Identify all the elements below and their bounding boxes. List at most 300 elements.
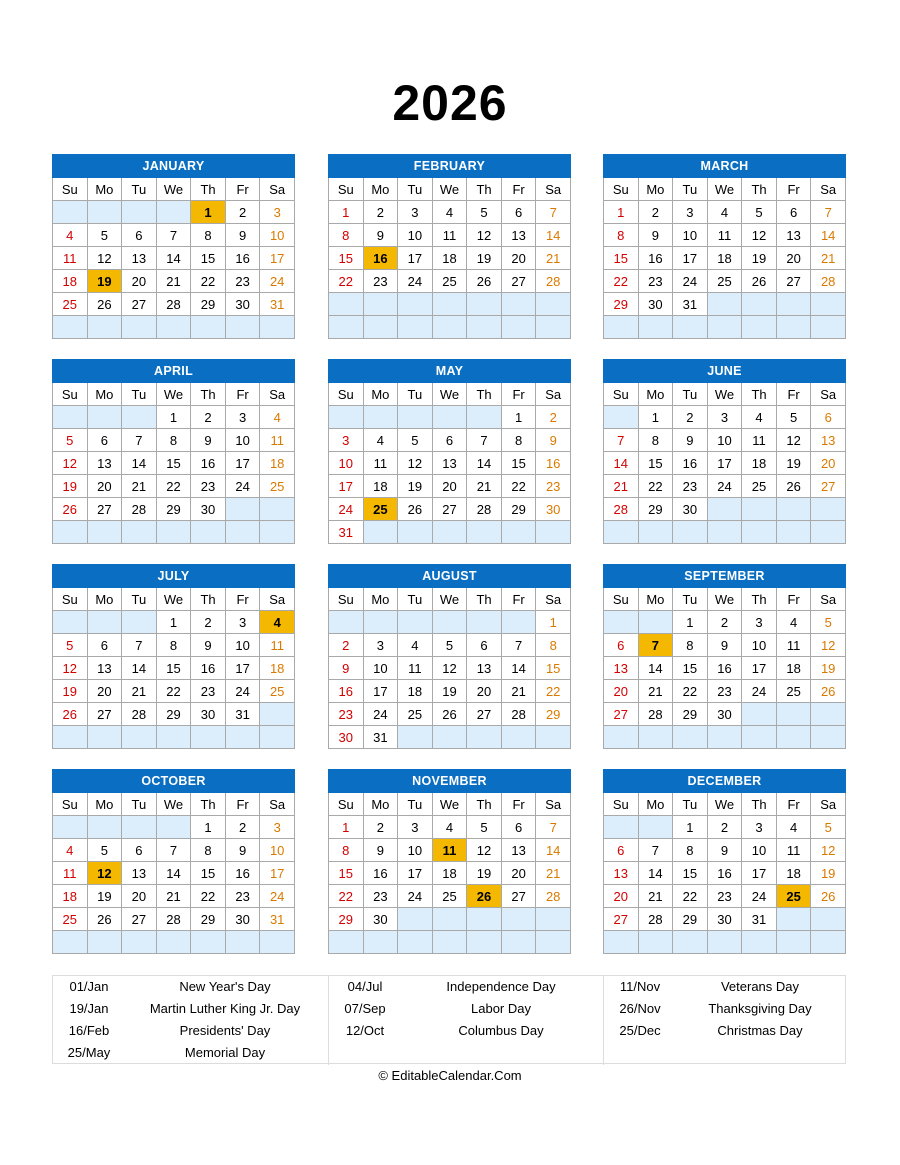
day-cell: 10	[363, 657, 398, 680]
empty-cell	[536, 316, 571, 339]
day-cell: 2	[638, 201, 673, 224]
empty-cell	[53, 316, 88, 339]
day-cell: 12	[398, 452, 433, 475]
day-cell: 15	[638, 452, 673, 475]
day-cell: 24	[742, 680, 777, 703]
day-cell: 11	[260, 634, 295, 657]
day-cell: 27	[604, 908, 639, 931]
day-cell: 15	[191, 862, 226, 885]
weekday-label: Su	[604, 793, 639, 816]
holiday-day-cell: 25	[363, 498, 398, 521]
day-cell: 11	[363, 452, 398, 475]
day-cell: 7	[811, 201, 846, 224]
empty-cell	[225, 931, 260, 954]
day-cell: 5	[53, 429, 88, 452]
weekday-label: Th	[467, 383, 502, 406]
day-cell: 14	[638, 862, 673, 885]
holiday-entry	[329, 998, 604, 1020]
day-cell: 9	[329, 657, 364, 680]
day-cell: 21	[122, 475, 157, 498]
day-cell: 8	[156, 429, 191, 452]
day-cell: 2	[363, 201, 398, 224]
empty-cell	[156, 931, 191, 954]
weekday-label: Th	[467, 588, 502, 611]
empty-cell	[811, 726, 846, 749]
day-cell: 5	[53, 634, 88, 657]
empty-cell	[329, 406, 364, 429]
empty-cell	[811, 931, 846, 954]
day-cell: 27	[87, 498, 122, 521]
day-cell: 7	[156, 839, 191, 862]
day-cell: 19	[742, 247, 777, 270]
day-cell: 10	[673, 224, 708, 247]
weekday-label: Tu	[122, 588, 157, 611]
day-cell: 8	[191, 224, 226, 247]
day-cell: 30	[225, 908, 260, 931]
day-cell: 16	[638, 247, 673, 270]
month-august	[328, 564, 571, 749]
weekday-label: Tu	[398, 383, 433, 406]
day-cell: 14	[467, 452, 502, 475]
day-cell: 24	[363, 703, 398, 726]
empty-cell	[398, 406, 433, 429]
day-cell: 7	[467, 429, 502, 452]
empty-cell	[536, 521, 571, 544]
month-june	[603, 359, 846, 544]
day-cell: 6	[432, 429, 467, 452]
empty-cell	[467, 406, 502, 429]
empty-cell	[87, 931, 122, 954]
month-name: NOVEMBER	[329, 770, 571, 793]
day-cell: 24	[398, 885, 433, 908]
day-cell: 4	[742, 406, 777, 429]
empty-cell	[432, 931, 467, 954]
empty-cell	[776, 931, 811, 954]
day-cell: 22	[501, 475, 536, 498]
day-cell: 6	[122, 839, 157, 862]
empty-cell	[811, 316, 846, 339]
holiday-day-cell: 1	[191, 201, 226, 224]
weekday-label: Mo	[363, 793, 398, 816]
empty-cell	[87, 816, 122, 839]
day-cell: 21	[156, 270, 191, 293]
day-cell: 20	[122, 885, 157, 908]
day-cell: 16	[363, 862, 398, 885]
empty-cell	[638, 726, 673, 749]
day-cell: 19	[811, 862, 846, 885]
holiday-day-cell: 19	[87, 270, 122, 293]
weekday-label: Mo	[363, 383, 398, 406]
empty-cell	[673, 521, 708, 544]
day-cell: 4	[398, 634, 433, 657]
day-cell: 14	[536, 839, 571, 862]
day-cell: 11	[398, 657, 433, 680]
day-cell: 11	[776, 634, 811, 657]
empty-cell	[191, 521, 226, 544]
day-cell: 24	[742, 885, 777, 908]
holiday-date: 26/Nov	[619, 1001, 661, 1016]
empty-cell	[604, 316, 639, 339]
day-cell: 5	[467, 816, 502, 839]
empty-cell	[501, 316, 536, 339]
empty-cell	[363, 521, 398, 544]
weekday-label: Mo	[638, 178, 673, 201]
weekday-label: We	[707, 383, 742, 406]
day-cell: 3	[742, 816, 777, 839]
weekday-label: Th	[191, 588, 226, 611]
day-cell: 14	[501, 657, 536, 680]
day-cell: 23	[638, 270, 673, 293]
day-cell: 14	[122, 657, 157, 680]
day-cell: 1	[156, 406, 191, 429]
day-cell: 18	[432, 862, 467, 885]
day-cell: 13	[811, 429, 846, 452]
month-july	[52, 564, 295, 749]
day-cell: 3	[742, 611, 777, 634]
day-cell: 13	[87, 452, 122, 475]
day-cell: 22	[156, 475, 191, 498]
day-cell: 24	[329, 498, 364, 521]
day-cell: 28	[536, 270, 571, 293]
month-name: JUNE	[604, 360, 846, 383]
day-cell: 15	[156, 452, 191, 475]
day-cell: 1	[329, 201, 364, 224]
empty-cell	[122, 816, 157, 839]
day-cell: 5	[467, 201, 502, 224]
day-cell: 30	[707, 703, 742, 726]
weekday-label: We	[707, 178, 742, 201]
day-cell: 12	[53, 452, 88, 475]
empty-cell	[260, 521, 295, 544]
month-november	[328, 769, 571, 954]
day-cell: 18	[776, 657, 811, 680]
day-cell: 8	[604, 224, 639, 247]
day-cell: 17	[398, 862, 433, 885]
empty-cell	[87, 521, 122, 544]
empty-cell	[260, 498, 295, 521]
weekday-label: We	[432, 383, 467, 406]
day-cell: 17	[225, 657, 260, 680]
day-cell: 21	[811, 247, 846, 270]
empty-cell	[53, 611, 88, 634]
weekday-label: Th	[742, 588, 777, 611]
day-cell: 22	[638, 475, 673, 498]
empty-cell	[122, 931, 157, 954]
day-cell: 6	[501, 816, 536, 839]
empty-cell	[707, 316, 742, 339]
page-title: 2026	[392, 75, 508, 131]
weekday-label: Sa	[536, 793, 571, 816]
day-cell: 4	[363, 429, 398, 452]
weekday-label: Fr	[225, 793, 260, 816]
day-cell: 1	[156, 611, 191, 634]
day-cell: 9	[191, 634, 226, 657]
day-cell: 11	[53, 862, 88, 885]
day-cell: 15	[604, 247, 639, 270]
day-cell: 21	[638, 680, 673, 703]
weekday-label: Tu	[673, 178, 708, 201]
empty-cell	[398, 316, 433, 339]
day-cell: 13	[604, 657, 639, 680]
day-cell: 20	[467, 680, 502, 703]
day-cell: 12	[432, 657, 467, 680]
empty-cell	[742, 521, 777, 544]
day-cell: 28	[638, 908, 673, 931]
day-cell: 1	[673, 611, 708, 634]
weekday-label: Sa	[811, 383, 846, 406]
day-cell: 19	[87, 885, 122, 908]
day-cell: 23	[329, 703, 364, 726]
day-cell: 31	[673, 293, 708, 316]
empty-cell	[776, 498, 811, 521]
day-cell: 22	[673, 885, 708, 908]
weekday-label: Sa	[811, 588, 846, 611]
holiday-day-cell: 25	[776, 885, 811, 908]
empty-cell	[638, 931, 673, 954]
weekday-label: Mo	[363, 178, 398, 201]
empty-cell	[742, 293, 777, 316]
empty-cell	[398, 726, 433, 749]
holiday-list	[52, 975, 846, 1064]
empty-cell	[122, 611, 157, 634]
day-cell: 24	[260, 885, 295, 908]
weekday-label: We	[707, 793, 742, 816]
empty-cell	[156, 816, 191, 839]
holiday-column	[53, 976, 328, 1065]
day-cell: 4	[432, 816, 467, 839]
day-cell: 1	[604, 201, 639, 224]
day-cell: 2	[329, 634, 364, 657]
empty-cell	[673, 316, 708, 339]
weekday-label: Mo	[87, 383, 122, 406]
day-cell: 7	[638, 839, 673, 862]
day-cell: 9	[707, 839, 742, 862]
day-cell: 5	[811, 816, 846, 839]
day-cell: 10	[742, 634, 777, 657]
day-cell: 19	[467, 862, 502, 885]
day-cell: 3	[363, 634, 398, 657]
day-cell: 16	[707, 862, 742, 885]
empty-cell	[398, 293, 433, 316]
empty-cell	[260, 316, 295, 339]
day-cell: 1	[191, 816, 226, 839]
day-cell: 22	[329, 885, 364, 908]
month-name: APRIL	[53, 360, 295, 383]
empty-cell	[329, 931, 364, 954]
holiday-day-cell: 12	[87, 862, 122, 885]
day-cell: 26	[467, 270, 502, 293]
weekday-label: Sa	[536, 383, 571, 406]
weekday-label: Su	[604, 178, 639, 201]
weekday-label: Mo	[638, 383, 673, 406]
empty-cell	[673, 726, 708, 749]
month-name: JANUARY	[53, 155, 295, 178]
empty-cell	[87, 726, 122, 749]
month-name: JULY	[53, 565, 295, 588]
weekday-label: Su	[329, 383, 364, 406]
month-name: MARCH	[604, 155, 846, 178]
empty-cell	[638, 816, 673, 839]
empty-cell	[742, 931, 777, 954]
empty-cell	[225, 316, 260, 339]
day-cell: 29	[638, 498, 673, 521]
day-cell: 18	[776, 862, 811, 885]
day-cell: 24	[673, 270, 708, 293]
day-cell: 29	[501, 498, 536, 521]
weekday-label: We	[432, 178, 467, 201]
empty-cell	[122, 521, 157, 544]
empty-cell	[467, 908, 502, 931]
day-cell: 14	[638, 657, 673, 680]
day-cell: 5	[776, 406, 811, 429]
day-cell: 25	[707, 270, 742, 293]
day-cell: 8	[501, 429, 536, 452]
day-cell: 23	[536, 475, 571, 498]
holiday-date: 11/Nov	[619, 979, 661, 994]
day-cell: 10	[398, 839, 433, 862]
day-cell: 11	[776, 839, 811, 862]
weekday-label: Fr	[776, 178, 811, 201]
day-cell: 6	[776, 201, 811, 224]
holiday-date: 25/May	[67, 1045, 111, 1060]
empty-cell	[673, 931, 708, 954]
day-cell: 26	[742, 270, 777, 293]
empty-cell	[742, 316, 777, 339]
empty-cell	[776, 521, 811, 544]
empty-cell	[156, 726, 191, 749]
day-cell: 6	[604, 839, 639, 862]
day-cell: 29	[191, 908, 226, 931]
empty-cell	[501, 521, 536, 544]
day-cell: 21	[501, 680, 536, 703]
day-cell: 22	[604, 270, 639, 293]
day-cell: 8	[536, 634, 571, 657]
holiday-entry	[53, 1042, 328, 1064]
month-name: SEPTEMBER	[604, 565, 846, 588]
day-cell: 8	[673, 634, 708, 657]
empty-cell	[225, 521, 260, 544]
day-cell: 18	[432, 247, 467, 270]
day-cell: 30	[707, 908, 742, 931]
day-cell: 19	[467, 247, 502, 270]
day-cell: 13	[87, 657, 122, 680]
empty-cell	[501, 726, 536, 749]
holiday-name: Martin Luther King Jr. Day	[149, 1001, 301, 1016]
day-cell: 27	[811, 475, 846, 498]
day-cell: 7	[501, 634, 536, 657]
holiday-entry	[53, 998, 328, 1020]
day-cell: 16	[191, 657, 226, 680]
holiday-date: 04/Jul	[347, 979, 383, 994]
month-name: DECEMBER	[604, 770, 846, 793]
day-cell: 29	[673, 908, 708, 931]
day-cell: 3	[225, 406, 260, 429]
day-cell: 26	[53, 703, 88, 726]
day-cell: 20	[501, 247, 536, 270]
day-cell: 27	[501, 270, 536, 293]
day-cell: 31	[742, 908, 777, 931]
weekday-label: Su	[329, 793, 364, 816]
empty-cell	[398, 521, 433, 544]
weekday-label: Mo	[87, 588, 122, 611]
empty-cell	[122, 201, 157, 224]
day-cell: 19	[398, 475, 433, 498]
empty-cell	[329, 316, 364, 339]
month-march	[603, 154, 846, 339]
day-cell: 29	[329, 908, 364, 931]
day-cell: 2	[536, 406, 571, 429]
day-cell: 21	[122, 680, 157, 703]
holiday-entry	[329, 1020, 604, 1042]
day-cell: 17	[329, 475, 364, 498]
day-cell: 27	[122, 908, 157, 931]
weekday-label: Fr	[225, 383, 260, 406]
day-cell: 17	[260, 247, 295, 270]
day-cell: 25	[260, 475, 295, 498]
weekday-label: We	[156, 178, 191, 201]
day-cell: 30	[363, 908, 398, 931]
day-cell: 13	[467, 657, 502, 680]
day-cell: 18	[260, 452, 295, 475]
day-cell: 9	[363, 839, 398, 862]
day-cell: 8	[638, 429, 673, 452]
day-cell: 27	[432, 498, 467, 521]
footer-copyright: © EditableCalendar.Com	[378, 1068, 522, 1083]
day-cell: 11	[432, 224, 467, 247]
day-cell: 18	[707, 247, 742, 270]
day-cell: 4	[53, 839, 88, 862]
day-cell: 9	[707, 634, 742, 657]
day-cell: 18	[53, 270, 88, 293]
weekday-label: Th	[742, 793, 777, 816]
empty-cell	[398, 611, 433, 634]
day-cell: 12	[467, 224, 502, 247]
day-cell: 25	[53, 293, 88, 316]
day-cell: 5	[742, 201, 777, 224]
day-cell: 6	[604, 634, 639, 657]
day-cell: 13	[432, 452, 467, 475]
empty-cell	[604, 931, 639, 954]
holiday-entry	[53, 1020, 328, 1042]
day-cell: 30	[329, 726, 364, 749]
weekday-label: Fr	[501, 178, 536, 201]
weekday-label: We	[707, 588, 742, 611]
day-cell: 6	[87, 634, 122, 657]
empty-cell	[811, 703, 846, 726]
empty-cell	[432, 726, 467, 749]
empty-cell	[604, 611, 639, 634]
empty-cell	[467, 611, 502, 634]
empty-cell	[776, 316, 811, 339]
empty-cell	[536, 908, 571, 931]
empty-cell	[156, 316, 191, 339]
day-cell: 23	[673, 475, 708, 498]
day-cell: 17	[225, 452, 260, 475]
day-cell: 10	[398, 224, 433, 247]
weekday-label: Su	[329, 588, 364, 611]
weekday-label: Tu	[673, 588, 708, 611]
day-cell: 6	[122, 224, 157, 247]
holiday-name: Presidents' Day	[179, 1023, 271, 1038]
day-cell: 4	[260, 406, 295, 429]
day-cell: 30	[225, 293, 260, 316]
day-cell: 12	[811, 839, 846, 862]
day-cell: 5	[398, 429, 433, 452]
empty-cell	[260, 726, 295, 749]
empty-cell	[87, 316, 122, 339]
empty-cell	[501, 908, 536, 931]
empty-cell	[191, 316, 226, 339]
